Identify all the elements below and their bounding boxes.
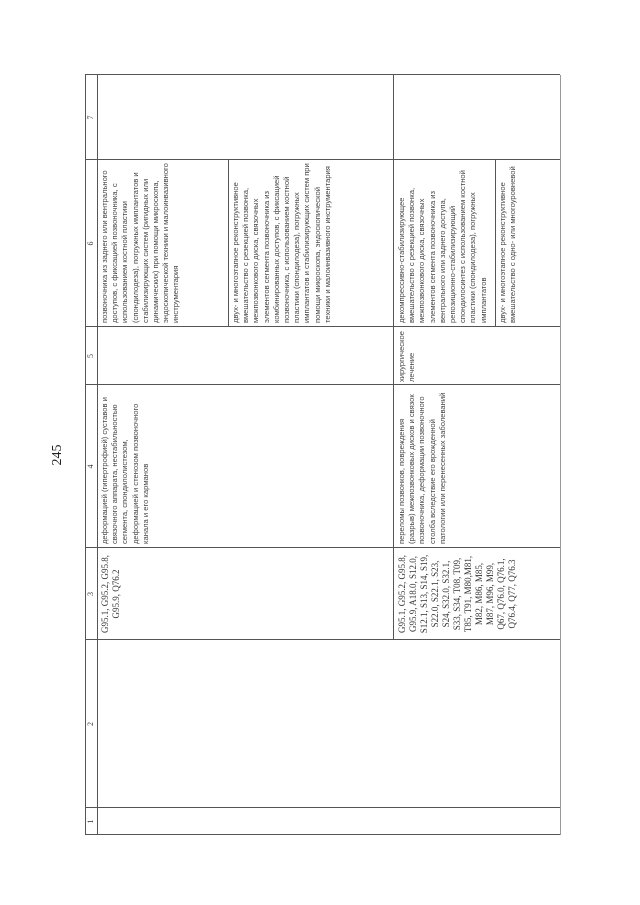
row2-method-b: двух- и многоэтапное реконструктивное вмешательство с одно- или многоуровневой [498, 166, 518, 323]
col-border [85, 384, 560, 385]
col-border [85, 639, 560, 640]
row1-treatment-type [98, 327, 102, 385]
table-bottom-edge [560, 75, 561, 835]
row2-treatment-type: хирургическое лечение [397, 331, 417, 382]
header-col-5: 5 [86, 354, 95, 358]
row2-diagnosis: переломы позвонков, повреждения (разрыв) межпозвонковых дисков и связок позвоночника, деформации позвоночного столба вследствие его врожденной патологии или перенесенных заболеваний [397, 392, 447, 544]
col-border [85, 547, 560, 548]
row2-method-a: декомпрессивно-стабилизирующее вмешательство с резекцией позвонка, межпозвонкового диска, связочных элементов сегмента позвоночника из вентрального или заднего доступа, репозиционно-стабилизирующий спондилосинтез с использованием костной пластики (спондилодеза), погружных имплантатов [397, 170, 488, 323]
row1-method-a: позвоночника из заднего или вентрального доступов, с фиксацией позвоночника, с использованием костной пластики (спондилодеза), погружных имплантатов и стабилизирующих систем (ригидных или динамических) при помощи микроскопа, эндоскопической техники и малоинвазивного инструментария [100, 163, 181, 323]
row1-diagnosis: деформацией (гипертрофией) суставов и связочного аппарата, нестабильностью сегмента, спондилолистезом, деформацией и стенозом позвоночного канала и его карманов [100, 397, 150, 544]
row1-method-b: двух- и многоэтапное реконструктивное вмешательство с резекцией позвонка, межпозвонкового диска, связочных элементов сегмента позвоночника из комбинированных доступов, с фиксацией позвоночника, с использованием костной пластики (спондилодеза), погружных имплантатов и стабилизирующих систем при помощи микроскопа, эндоскопической техники и малоинвазивного инструментария [231, 163, 332, 323]
header-col-1: 1 [86, 819, 95, 824]
col-border [85, 834, 560, 835]
header-col-3: 3 [86, 592, 95, 596]
col-border [85, 74, 560, 75]
header-col-7: 7 [86, 115, 95, 120]
row1-codes: G95.1, G95.2, G95.8, G95.9, Q76.2 [100, 555, 121, 633]
col-border [85, 807, 560, 808]
header-col-6: 6 [86, 241, 95, 246]
header-col-2: 2 [86, 722, 95, 726]
col-border [85, 326, 560, 327]
header-col-4: 4 [86, 464, 95, 469]
page-number: 245 [50, 444, 65, 466]
row2-codes: G95.1, G95.2, G95.8, G95.9, A18.0, S12.0, S12.1, S13, S14, S19, S22.0, S22.1, S23, S24, S32.0, S32.1, S33, S34, T08, T09, T85, T91, M80,M81, M82, M86, M85, M87, M96, M99, Q67, Q76.0, Q76.1, Q76.4, Q77, Q76.3 [397, 554, 517, 634]
